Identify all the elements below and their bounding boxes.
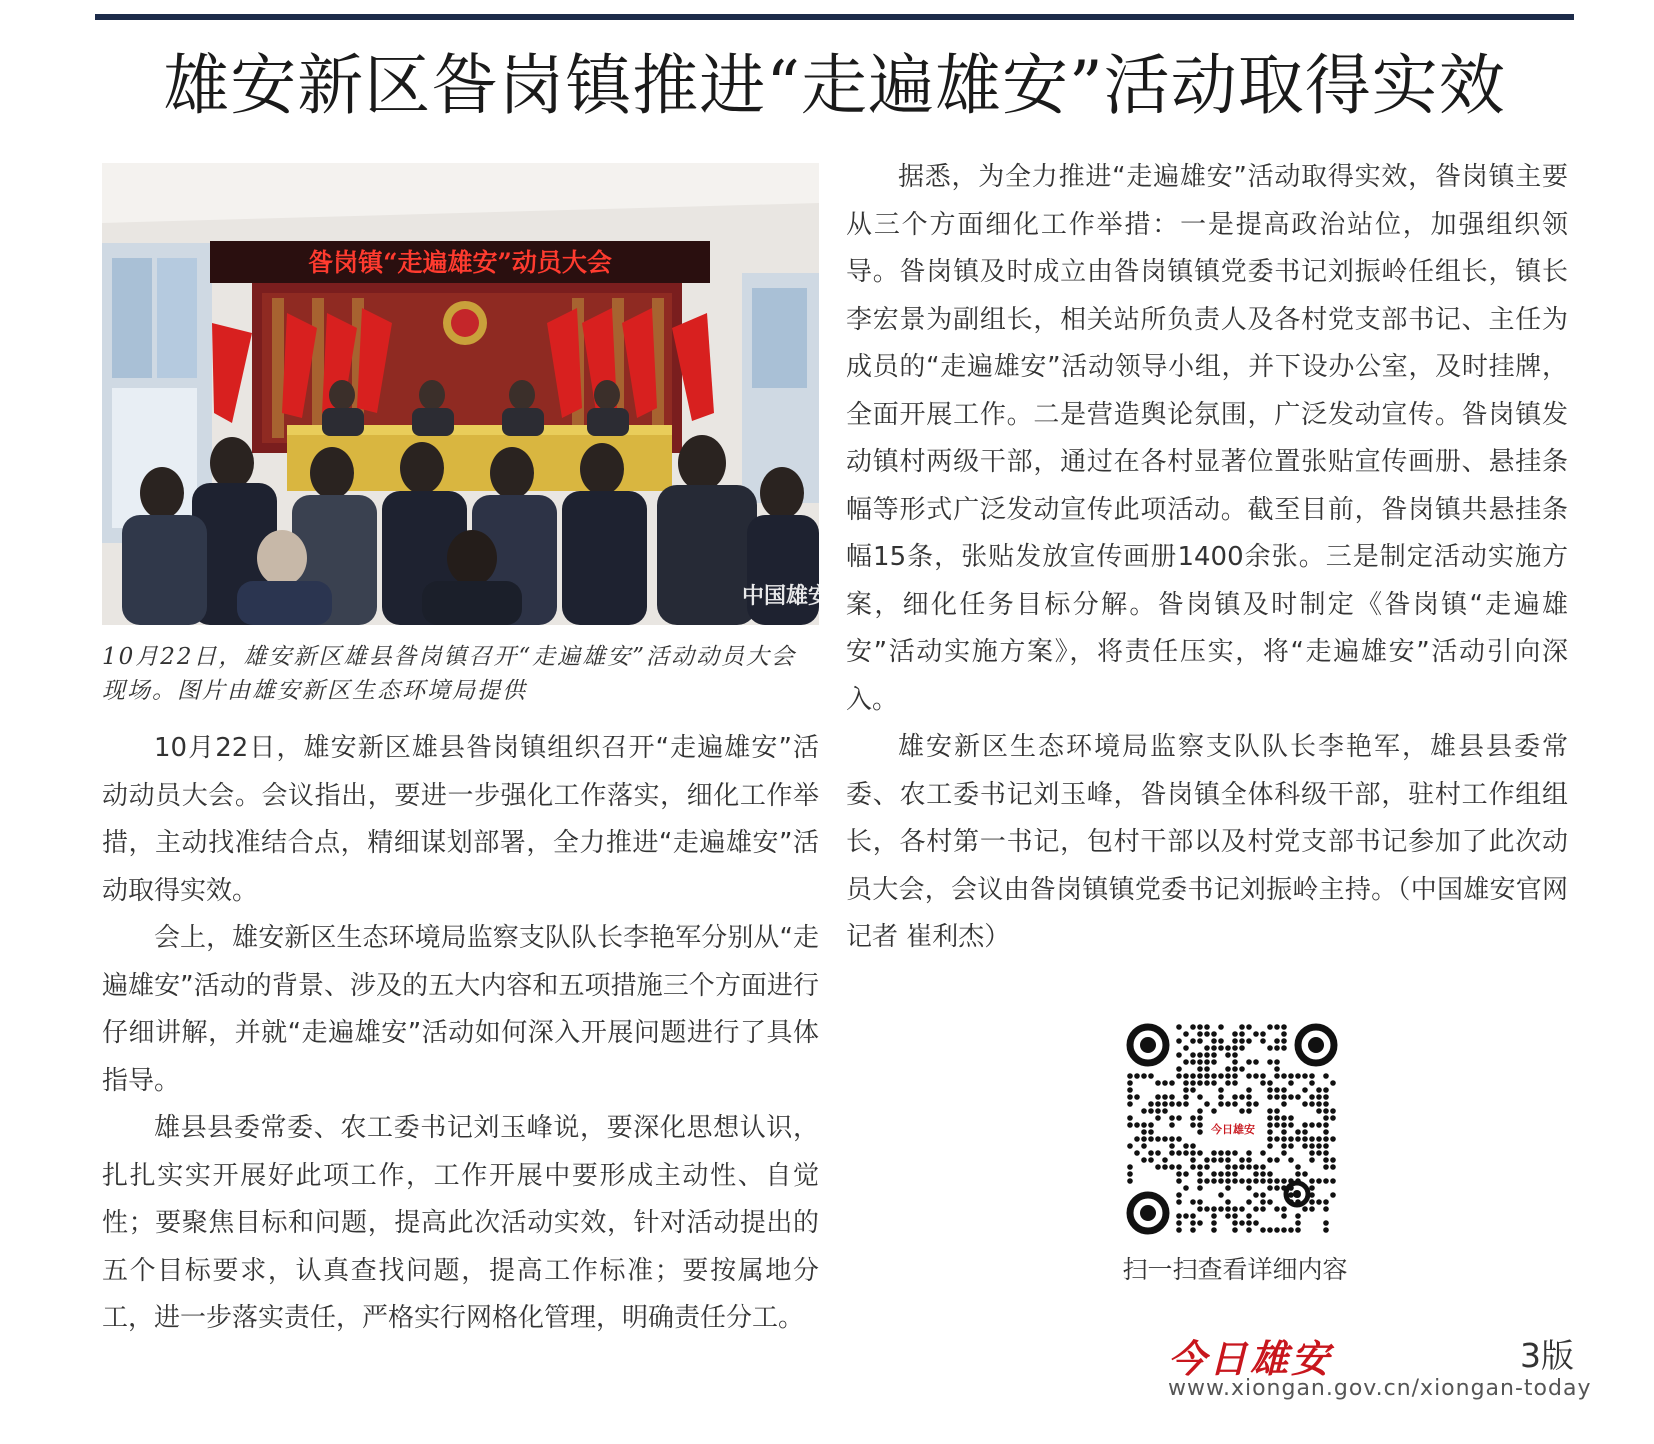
site-url: www.xiongan.gov.cn/xiongan-today [1168, 1376, 1592, 1401]
paragraph: 据悉，为全力推进“走遍雄安”活动取得实效，昝岗镇主要从三个方面细化工作举措：一是提高政治站位，加强组织领导。昝岗镇及时成立由昝岗镇镇党委书记刘振岭任组长，镇长李宏景为副组长，相关站所负责人及各村党支部书记、主任为成员的“走遍雄安”活动领导小组，并下设办公室，及时挂牌，全面开展工作。二是营造舆论氛围，广泛发动宣传。昝岗镇发动镇村两级干部，通过在各村显著位置张贴宣传画册、悬挂条幅等形式广泛发动宣传此项活动。截至目前，昝岗镇共悬挂条幅15条，张贴发放宣传画册1400余张。三是制定活动实施方案，细化任务目标分解。昝岗镇及时制定《昝岗镇“走遍雄安”活动实施方案》，将责任压实，将“走遍雄安”活动引向深入。 [846, 162, 1568, 715]
paragraph: 雄县县委常委、农工委书记刘玉峰说，要深化思想认识，扎扎实实开展好此项工作，工作开展中要形成主动性、自觉性；要聚焦目标和问题，提高此次活动实效，针对活动提出的五个目标要求，认真查找问题，提高工作标准；要按属地分工，进一步落实责任，严格实行网格化管理，明确责任分工。 [102, 1113, 819, 1333]
paragraph: 雄安新区生态环境局监察支队队长李艳军，雄县县委常委、农工委书记刘玉峰，昝岗镇全体科级干部，驻村工作组组长，各村第一书记，包村干部以及村党支部书记参加了此次动员大会，会议由昝岗镇镇党委书记刘振岭主持。（中国雄安官网记者 崔利杰） [846, 732, 1568, 952]
qr-center-logo: 今日雄安 [1211, 1123, 1255, 1136]
meeting-photo [102, 163, 831, 625]
brand-logo: 今日雄安 [1168, 1336, 1333, 1381]
photo-watermark: 中国雄安 [742, 583, 831, 609]
paragraph: 会上，雄安新区生态环境局监察支队队长李艳军分别从“走遍雄安”活动的背景、涉及的五大内容和五项措施三个方面进行仔细讲解，并就“走遍雄安”活动如何深入开展问题进行了具体指导。 [102, 923, 819, 1096]
paragraph: 10月22日，雄安新区雄县昝岗镇组织召开“走遍雄安”活动动员大会。会议指出，要进一步强化工作落实，细化工作举措，主动找准结合点，精细谋划部署，全力推进“走遍雄安”活动取得实效。 [102, 733, 819, 906]
qr-label: 扫一扫查看详细内容 [1122, 1255, 1348, 1284]
photo-caption: 10月22日，雄安新区雄县昝岗镇召开“走遍雄安”活动动员大会现场。图片由雄安新区生态环境局提供 [102, 644, 797, 704]
page-number: 3版 [1520, 1336, 1574, 1375]
left-column [102, 725, 819, 1343]
top-rule [95, 14, 1574, 20]
article-title: 雄安新区昝岗镇推进“走遍雄安”活动取得实效 [163, 47, 1506, 124]
qr-code[interactable] [1125, 1022, 1339, 1236]
right-column [846, 154, 1568, 962]
banner-text: 昝岗镇“走遍雄安”动员大会 [308, 248, 612, 277]
